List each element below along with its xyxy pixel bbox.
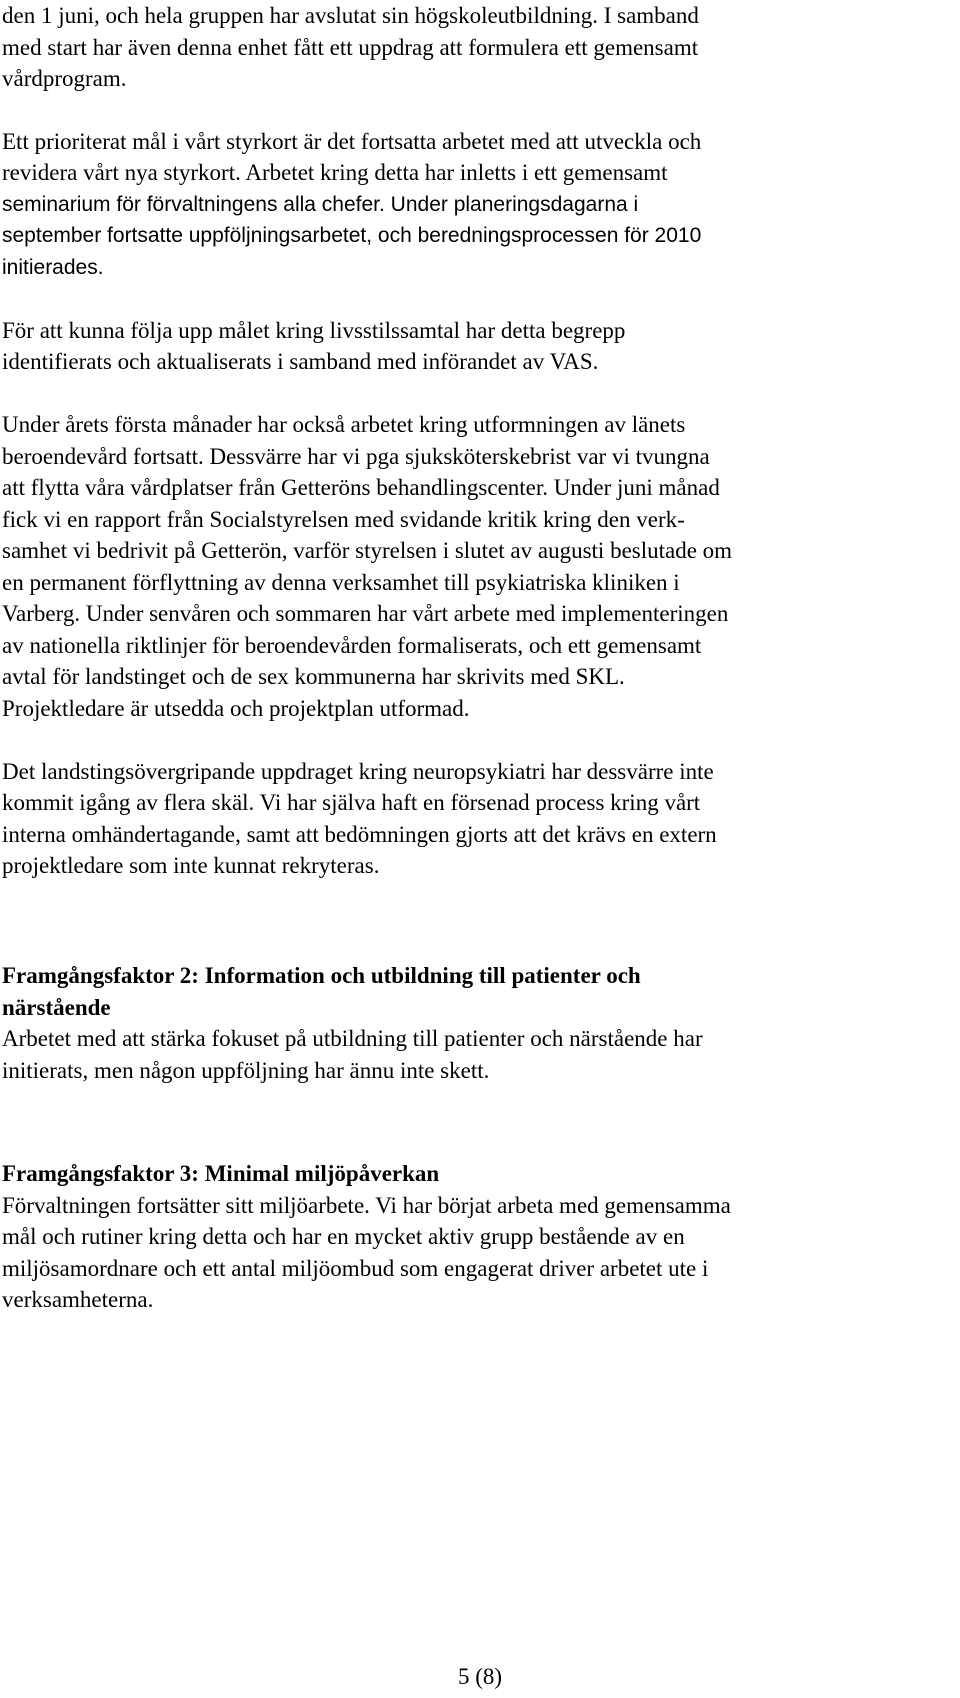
section-2-body-line-1: Arbetet med att stärka fokuset på utbildning till patienter och närstående har (2, 1026, 703, 1051)
section-3-body-line-1: Förvaltningen fortsätter sitt miljöarbete. Vi har börjat arbeta med gemensamma (2, 1193, 731, 1218)
paragraph-5-line-2: kommit igång av flera skäl. Vi har själva haft en försenad process kring vårt (2, 790, 701, 815)
paragraph-1-line-1: den 1 juni, och hela gruppen har avslutat sin högskoleutbildning. I samband (2, 3, 699, 28)
section-heading-2-line-1: Framgångsfaktor 2: Information och utbildning till patienter och (2, 963, 641, 988)
paragraph-4-line-5: samhet vi bedrivit på Getterön, varför styrelsen i slutet av augusti beslutade om (2, 538, 733, 563)
section-3-body-line-2: mål och rutiner kring detta och har en mycket aktiv grupp bestående av en (2, 1224, 685, 1249)
paragraph-5-line-1: Det landstingsövergripande uppdraget kring neuropsykiatri har dessvärre inte (2, 759, 714, 784)
paragraph-5-line-4: projektledare som inte kunnat rekryteras. (2, 853, 380, 878)
paragraph-2-line-5: initierades. (2, 256, 104, 279)
paragraph-2-line-2: revidera vårt nya styrkort. Arbetet kring detta har inletts i ett gemensamt (2, 160, 668, 185)
section-heading-2-line-2: närstående (2, 995, 111, 1020)
paragraph-2-line-3: seminarium för förvaltningens alla chefer. Under planeringsdagarna i (2, 193, 639, 216)
section-3-body-line-3: miljösamordnare och ett antal miljöombud som engagerat driver arbetet ute i (2, 1256, 709, 1281)
paragraph-1-line-2: med start har även denna enhet fått ett uppdrag att formulera ett gemensamt (2, 35, 699, 60)
section-3-body-line-4: verksamheterna. (2, 1287, 154, 1312)
paragraph-4-line-6: en permanent förflyttning av denna verksamhet till psykiatriska kliniken i (2, 570, 680, 595)
paragraph-4-line-4: fick vi en rapport från Socialstyrelsen med svidande kritik kring den verk- (2, 507, 685, 532)
page-number: 5 (8) (457, 1664, 503, 1689)
paragraph-5-line-3: interna omhändertagande, samt att bedömningen gjorts att det krävs en extern (2, 822, 717, 847)
paragraph-3-line-2: identifierats och aktualiserats i samband med införandet av VAS. (2, 349, 599, 374)
section-heading-3: Framgångsfaktor 3: Minimal miljöpåverkan (2, 1161, 440, 1186)
paragraph-4-line-1: Under årets första månader har också arbetet kring utformningen av länets (2, 412, 686, 437)
paragraph-4-line-8: av nationella riktlinjer för beroendevården formaliserats, och ett gemensamt (2, 633, 702, 658)
paragraph-1-line-3: vårdprogram. (2, 66, 127, 91)
section-2-body-line-2: initierats, men någon uppföljning har ännu inte skett. (2, 1058, 490, 1083)
paragraph-4-line-3: att flytta våra vårdplatser från Getteröns behandlingscenter. Under juni månad (2, 475, 720, 500)
paragraph-4-line-2: beroendevård fortsatt. Dessvärre har vi pga sjuksköterskebrist var vi tvungna (2, 444, 710, 469)
paragraph-2-line-1: Ett prioriterat mål i vårt styrkort är det fortsatta arbetet med att utveckla och (2, 129, 702, 154)
paragraph-2-line-4: september fortsatte uppföljningsarbetet, och beredningsprocessen för 2010 (2, 224, 702, 247)
paragraph-3-line-1: För att kunna följa upp målet kring livsstilssamtal har detta begrepp (2, 318, 626, 343)
paragraph-4-line-10: Projektledare är utsedda och projektplan utformad. (2, 696, 470, 721)
paragraph-4-line-9: avtal för landstinget och de sex kommunerna har skrivits med SKL. (2, 664, 625, 689)
paragraph-4-line-7: Varberg. Under senvåren och sommaren har vårt arbete med implementeringen (2, 601, 729, 626)
